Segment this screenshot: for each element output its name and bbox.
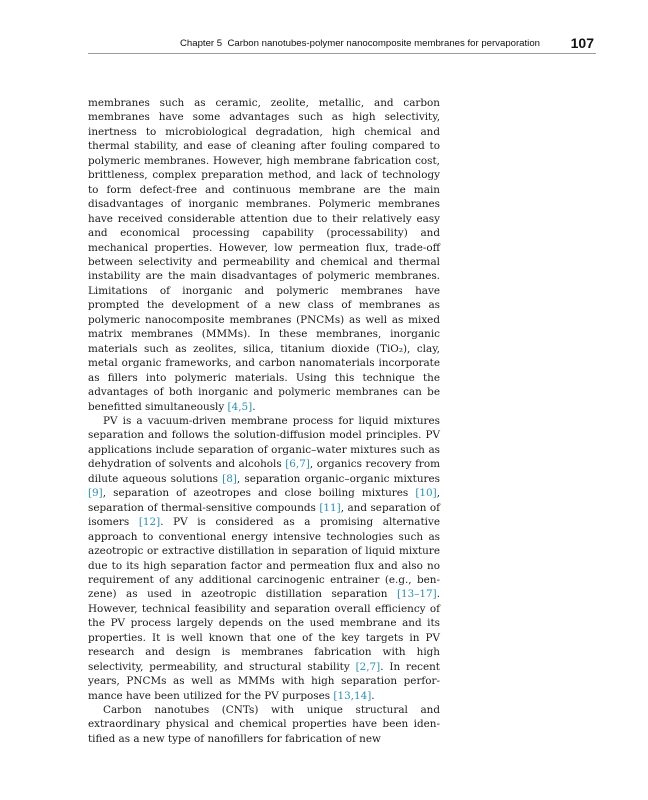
citation-link[interactable]: [12] xyxy=(138,516,161,529)
paragraph-text: . PV is considered as a promising alternative approach to conventional energy intensive technologies such as azeotropic or extractive distillation in separation of liquid mixture due to its high separation factor and permeation flux and also no requirement of any additional carcinogenic entrainer (e.g., benzene) as used in azeotropic distillation separation xyxy=(88,516,440,601)
paragraph-text: , separation of thermal-sensitive compounds xyxy=(88,487,440,514)
citation-link[interactable]: [4,5] xyxy=(227,400,253,413)
paragraph-text: . In recent years, PNCMs as well as MMMs with high separation performance have been utilized for the PV purposes xyxy=(88,660,440,702)
paragraph-text: . xyxy=(252,400,256,413)
header-divider xyxy=(88,53,596,54)
paragraph xyxy=(88,703,440,746)
paragraph-text: Carbon nanotubes (CNTs) with unique structural and extraordinary physical and chemical properties have been identified as a new type of nanofillers for fabrication of new xyxy=(88,704,440,745)
citation-link[interactable]: [13–17] xyxy=(396,588,437,601)
page-number: 107 xyxy=(570,35,594,51)
chapter-heading xyxy=(180,38,540,49)
citation-link[interactable]: [13,14] xyxy=(333,689,372,702)
paragraph-text: , organics recovery from dilute aqueous solutions xyxy=(88,458,440,485)
paragraph xyxy=(88,96,440,414)
paragraph-text: PV is a vacuum-driven membrane process for liquid mixtures separation and follows the solution-diffusion model principles. PV applications include separation of organic–water mixtures such as dehydration of solvents and alcohols xyxy=(88,414,440,471)
paragraph-text: membranes such as ceramic, zeolite, metallic, and carbon membranes have some advantages such as high selectivity, inertness to microbiological degradation, high chemical and thermal stability, and ease of cleaning after fouling compared to polymeric membranes. However, high membrane fabrication cost, brittleness, complex preparation method, and lack of technology to form defect-free and continuous membrane are the main disadvantages of inorganic membranes. Polymeric membranes have received considerable attention due to their relatively easy and economical processing capability (processability) and mechanical properties. However, low permeation flux, trade-off between selectivity and permeability and chemical and thermal instability are the main disadvantages of polymeric membranes. Limitations of inorganic and polymeric membranes have prompted the development of a new class of membranes as polymeric nanocomposite membranes (PNCMs) as well as mixed matrix membranes (MMMs). In these membranes, inorganic materials such as zeolites, silica, titanium dioxide (TiO₂), clay, metal organic frameworks, and carbon nanomaterials incorporate as fillers into polymeric materials. Using this technique the advantages of both inorganic and polymeric membranes can be benefitted simultaneously xyxy=(88,97,440,413)
citation-link[interactable]: [6,7] xyxy=(285,458,310,471)
citation-link[interactable]: [11] xyxy=(319,501,341,514)
chapter-label: Chapter 5 xyxy=(180,38,223,49)
citation-link[interactable]: [8] xyxy=(222,472,237,485)
paragraph-text: , and separation of isomers xyxy=(88,501,440,529)
citation-link[interactable]: [2,7] xyxy=(355,660,381,673)
running-header xyxy=(178,36,596,52)
paragraph xyxy=(88,414,440,703)
chapter-title: Carbon nanotubes-polymer nanocomposite membranes for pervaporation xyxy=(227,38,540,49)
paragraph-text: , separation of azeotropes and close boiling mixtures xyxy=(102,487,416,500)
paragraph-text: , separation organic–organic mixtures xyxy=(236,472,440,485)
body-text xyxy=(88,96,440,746)
citation-link[interactable]: [9] xyxy=(88,487,103,500)
paragraph-text: . xyxy=(371,689,375,702)
paragraph-text: . However, technical feasibility and separation overall efficiency of the PV process largely depends on the used membrane and its properties. It is well known that one of the key targets in PV research and design is membranes fabrication with high selectivity, permeability, and structural stability xyxy=(88,588,440,673)
citation-link[interactable]: [10] xyxy=(415,487,437,500)
